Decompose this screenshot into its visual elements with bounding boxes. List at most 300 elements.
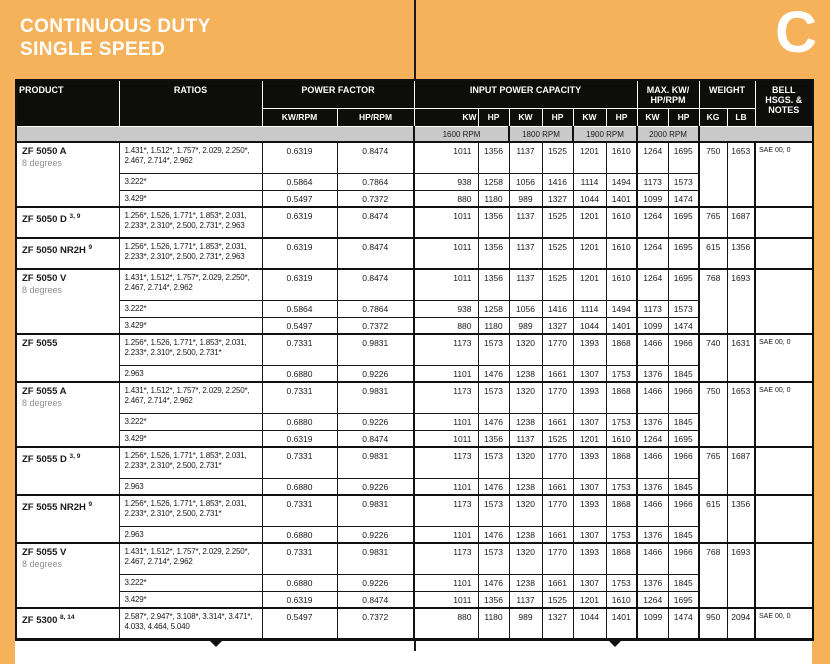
capacity-cell: 1466 bbox=[637, 447, 668, 478]
kw-rpm-cell: 0.7331 bbox=[262, 334, 337, 365]
table-row bbox=[16, 365, 813, 382]
table-row bbox=[16, 173, 813, 190]
ratios-cell: 3.429* bbox=[119, 317, 262, 334]
kw-rpm-cell: 0.6880 bbox=[262, 526, 337, 543]
capacity-cell: 1753 bbox=[606, 413, 637, 430]
capacity-cell: 938 bbox=[414, 173, 478, 190]
spec-table-area bbox=[15, 79, 812, 651]
header-power-factor: POWER FACTOR bbox=[262, 80, 414, 108]
capacity-cell: 1661 bbox=[542, 478, 573, 495]
capacity-cell: 1201 bbox=[573, 142, 606, 173]
capacity-cell: 1011 bbox=[414, 269, 478, 300]
capacity-cell: 1753 bbox=[606, 365, 637, 382]
rpm-band-row bbox=[16, 126, 813, 142]
weight-lb-cell: 1356 bbox=[727, 238, 755, 269]
capacity-cell: 1264 bbox=[637, 207, 668, 238]
ratios-cell: 3.429* bbox=[119, 591, 262, 608]
capacity-cell: 1264 bbox=[637, 269, 668, 300]
capacity-cell: 1525 bbox=[542, 142, 573, 173]
capacity-cell: 1573 bbox=[668, 300, 699, 317]
header-weight: WEIGHT bbox=[699, 80, 755, 108]
kw-rpm-cell: 0.5497 bbox=[262, 608, 337, 639]
capacity-cell: 1494 bbox=[606, 173, 637, 190]
hp-rpm-cell: 0.9226 bbox=[337, 413, 414, 430]
capacity-cell: 1099 bbox=[637, 190, 668, 207]
capacity-cell: 1610 bbox=[606, 430, 637, 447]
capacity-cell: 1476 bbox=[478, 574, 509, 591]
kw-rpm-cell: 0.6319 bbox=[262, 238, 337, 269]
capacity-cell: 1356 bbox=[478, 269, 509, 300]
notes-cell: SAE 00, 0 bbox=[755, 334, 813, 382]
capacity-cell: 1327 bbox=[542, 190, 573, 207]
capacity-cell: 1466 bbox=[637, 543, 668, 574]
table-row bbox=[16, 238, 813, 269]
product-subtitle: 8 degrees bbox=[22, 285, 63, 295]
capacity-cell: 1770 bbox=[542, 382, 573, 413]
capacity-cell: 1476 bbox=[478, 413, 509, 430]
table-row bbox=[16, 526, 813, 543]
capacity-cell: 1525 bbox=[542, 269, 573, 300]
product-name: ZF 5055 NR2H bbox=[22, 502, 86, 514]
capacity-cell: 1695 bbox=[668, 207, 699, 238]
capacity-cell: 1320 bbox=[509, 447, 542, 478]
capacity-cell: 1099 bbox=[637, 608, 668, 639]
capacity-cell: 1753 bbox=[606, 478, 637, 495]
header-hp-1600: HP bbox=[478, 108, 509, 126]
hp-rpm-cell: 0.8474 bbox=[337, 207, 414, 238]
capacity-cell: 989 bbox=[509, 317, 542, 334]
kw-rpm-cell: 0.5864 bbox=[262, 300, 337, 317]
capacity-cell: 1474 bbox=[668, 317, 699, 334]
ratios-cell: 1.256*, 1.526, 1.771*, 1.853*, 2.031, 2.233*, 2.310*, 2.500, 2.731* bbox=[119, 334, 262, 365]
capacity-cell: 1173 bbox=[414, 334, 478, 365]
capacity-cell: 1661 bbox=[542, 526, 573, 543]
product-name: ZF 5050 A bbox=[22, 146, 67, 157]
capacity-cell: 1845 bbox=[668, 526, 699, 543]
hp-rpm-cell: 0.9831 bbox=[337, 495, 414, 526]
ratios-cell: 2.963 bbox=[119, 526, 262, 543]
ratios-cell: 3.429* bbox=[119, 190, 262, 207]
capacity-cell: 1393 bbox=[573, 543, 606, 574]
hp-rpm-cell: 0.7372 bbox=[337, 608, 414, 639]
capacity-cell: 1695 bbox=[668, 430, 699, 447]
capacity-cell: 880 bbox=[414, 317, 478, 334]
capacity-cell: 1476 bbox=[478, 365, 509, 382]
kw-rpm-cell: 0.7331 bbox=[262, 495, 337, 526]
capacity-cell: 1201 bbox=[573, 269, 606, 300]
hp-rpm-cell: 0.9226 bbox=[337, 574, 414, 591]
rpm-band-1800: 1800 RPM bbox=[509, 126, 573, 142]
capacity-cell: 1264 bbox=[637, 591, 668, 608]
capacity-cell: 1307 bbox=[573, 574, 606, 591]
weight-lb-cell: 1687 bbox=[727, 207, 755, 238]
capacity-cell: 1770 bbox=[542, 334, 573, 365]
table-row bbox=[16, 608, 813, 639]
capacity-cell: 1056 bbox=[509, 173, 542, 190]
table-body bbox=[16, 142, 813, 639]
product-name: ZF 5055 bbox=[22, 338, 58, 349]
capacity-cell: 1099 bbox=[637, 317, 668, 334]
product-cell bbox=[16, 269, 119, 334]
capacity-cell: 1770 bbox=[542, 495, 573, 526]
product-name: ZF 5300 bbox=[22, 615, 58, 627]
product-cell bbox=[16, 238, 119, 269]
capacity-cell: 1238 bbox=[509, 574, 542, 591]
capacity-cell: 1101 bbox=[414, 526, 478, 543]
capacity-cell: 1238 bbox=[509, 413, 542, 430]
product-name: ZF 5055 V bbox=[22, 547, 67, 558]
capacity-cell: 880 bbox=[414, 190, 478, 207]
kw-rpm-cell: 0.6319 bbox=[262, 207, 337, 238]
capacity-cell: 1137 bbox=[509, 238, 542, 269]
page-banner bbox=[0, 0, 830, 79]
capacity-cell: 1376 bbox=[637, 526, 668, 543]
capacity-cell: 1868 bbox=[606, 495, 637, 526]
capacity-cell: 1201 bbox=[573, 430, 606, 447]
capacity-cell: 1307 bbox=[573, 413, 606, 430]
capacity-cell: 1476 bbox=[478, 526, 509, 543]
capacity-cell: 1101 bbox=[414, 478, 478, 495]
capacity-cell: 1320 bbox=[509, 495, 542, 526]
hp-rpm-cell: 0.8474 bbox=[337, 142, 414, 173]
weight-lb-cell: 1693 bbox=[727, 543, 755, 608]
capacity-cell: 1356 bbox=[478, 238, 509, 269]
weight-kg-cell: 765 bbox=[699, 447, 727, 495]
capacity-cell: 1610 bbox=[606, 142, 637, 173]
notes-cell: SAE 00, 0 bbox=[755, 608, 813, 639]
hp-rpm-cell: 0.7864 bbox=[337, 173, 414, 190]
product-superscript: 3, 9 bbox=[69, 213, 81, 220]
rpm-band-1900: 1900 RPM bbox=[573, 126, 637, 142]
kw-rpm-cell: 0.7331 bbox=[262, 543, 337, 574]
ratios-cell: 2.963 bbox=[119, 365, 262, 382]
capacity-cell: 1845 bbox=[668, 478, 699, 495]
capacity-cell: 1307 bbox=[573, 526, 606, 543]
capacity-cell: 1356 bbox=[478, 591, 509, 608]
product-subtitle: 8 degrees bbox=[22, 158, 63, 168]
kw-rpm-cell: 0.7331 bbox=[262, 382, 337, 413]
capacity-cell: 1173 bbox=[414, 543, 478, 574]
header-kw-1800: KW bbox=[509, 108, 542, 126]
rpm-band-1600: 1600 RPM bbox=[414, 126, 509, 142]
capacity-cell: 1180 bbox=[478, 190, 509, 207]
header-kw-1600: KW bbox=[414, 108, 478, 126]
capacity-cell: 1201 bbox=[573, 238, 606, 269]
capacity-cell: 1610 bbox=[606, 269, 637, 300]
capacity-cell: 1525 bbox=[542, 207, 573, 238]
capacity-cell: 1868 bbox=[606, 543, 637, 574]
capacity-cell: 1393 bbox=[573, 447, 606, 478]
product-name: ZF 5055 D bbox=[22, 454, 67, 466]
capacity-cell: 1307 bbox=[573, 478, 606, 495]
capacity-cell: 1573 bbox=[478, 334, 509, 365]
capacity-cell: 1137 bbox=[509, 591, 542, 608]
capacity-cell: 1376 bbox=[637, 478, 668, 495]
header-kw-max: KW bbox=[637, 108, 668, 126]
capacity-cell: 1044 bbox=[573, 608, 606, 639]
capacity-cell: 1695 bbox=[668, 269, 699, 300]
capacity-cell: 1114 bbox=[573, 173, 606, 190]
weight-lb-cell: 1693 bbox=[727, 269, 755, 334]
table-row bbox=[16, 334, 813, 365]
table-row bbox=[16, 478, 813, 495]
product-superscript: 9 bbox=[88, 244, 93, 251]
table-row bbox=[16, 413, 813, 430]
rpm-band-blank-right bbox=[699, 126, 813, 142]
product-cell bbox=[16, 142, 119, 207]
capacity-cell: 1327 bbox=[542, 317, 573, 334]
capacity-cell: 1661 bbox=[542, 365, 573, 382]
left-margin-strip bbox=[0, 79, 15, 664]
product-cell bbox=[16, 334, 119, 382]
capacity-cell: 1610 bbox=[606, 591, 637, 608]
weight-lb-cell: 1653 bbox=[727, 382, 755, 447]
capacity-cell: 1173 bbox=[414, 447, 478, 478]
header-max-kw-hp-rpm: MAX. KW/ HP/RPM bbox=[637, 80, 699, 108]
capacity-cell: 1466 bbox=[637, 382, 668, 413]
header-hp-rpm: HP/RPM bbox=[337, 108, 414, 126]
ratios-cell: 1.431*, 1.512*, 1.757*, 2.029, 2.250*, 2.467, 2.714*, 2.962 bbox=[119, 382, 262, 413]
weight-kg-cell: 615 bbox=[699, 495, 727, 543]
hp-rpm-cell: 0.8474 bbox=[337, 430, 414, 447]
capacity-cell: 1868 bbox=[606, 382, 637, 413]
hp-rpm-cell: 0.9831 bbox=[337, 543, 414, 574]
table-row bbox=[16, 190, 813, 207]
notes-cell bbox=[755, 543, 813, 608]
capacity-cell: 1845 bbox=[668, 365, 699, 382]
table-header bbox=[16, 80, 813, 142]
ratios-cell: 1.256*, 1.526, 1.771*, 1.853*, 2.031, 2.233*, 2.310*, 2.500, 2.731*, 2.963 bbox=[119, 238, 262, 269]
capacity-cell: 1393 bbox=[573, 495, 606, 526]
header-product: PRODUCT bbox=[16, 80, 119, 126]
weight-lb-cell: 1631 bbox=[727, 334, 755, 382]
product-superscript: 8, 14 bbox=[60, 614, 75, 621]
weight-kg-cell: 740 bbox=[699, 334, 727, 382]
kw-rpm-cell: 0.6319 bbox=[262, 142, 337, 173]
capacity-cell: 1753 bbox=[606, 526, 637, 543]
capacity-cell: 1476 bbox=[478, 478, 509, 495]
kw-rpm-cell: 0.5497 bbox=[262, 317, 337, 334]
capacity-cell: 1494 bbox=[606, 300, 637, 317]
product-subtitle: 8 degrees bbox=[22, 398, 63, 408]
table-row bbox=[16, 207, 813, 238]
ratios-cell: 2.963 bbox=[119, 478, 262, 495]
table-footer bbox=[15, 641, 812, 651]
header-bell-hsgs-notes: BELL HSGS. & NOTES bbox=[755, 80, 813, 126]
weight-lb-cell: 2094 bbox=[727, 608, 755, 639]
capacity-cell: 1868 bbox=[606, 447, 637, 478]
capacity-cell: 1376 bbox=[637, 365, 668, 382]
table-row bbox=[16, 543, 813, 574]
capacity-cell: 1610 bbox=[606, 207, 637, 238]
capacity-cell: 1695 bbox=[668, 142, 699, 173]
weight-lb-cell: 1653 bbox=[727, 142, 755, 207]
capacity-cell: 1101 bbox=[414, 413, 478, 430]
continuation-down-triangle-icon bbox=[210, 641, 222, 647]
ratios-cell: 3.222* bbox=[119, 173, 262, 190]
page-title-line1: CONTINUOUS DUTY bbox=[20, 16, 211, 37]
capacity-cell: 1201 bbox=[573, 207, 606, 238]
capacity-cell: 1474 bbox=[668, 608, 699, 639]
header-kw-rpm: KW/RPM bbox=[262, 108, 337, 126]
table-row bbox=[16, 495, 813, 526]
kw-rpm-cell: 0.6880 bbox=[262, 478, 337, 495]
header-hp-1900: HP bbox=[606, 108, 637, 126]
hp-rpm-cell: 0.7372 bbox=[337, 317, 414, 334]
header-input-power-capacity: INPUT POWER CAPACITY bbox=[414, 80, 637, 108]
capacity-cell: 1393 bbox=[573, 334, 606, 365]
ratios-cell: 2.587*, 2.947*, 3.108*, 3.314*, 3.471*, 4.033, 4.464, 5.040 bbox=[119, 608, 262, 639]
capacity-cell: 1011 bbox=[414, 207, 478, 238]
hp-rpm-cell: 0.9831 bbox=[337, 447, 414, 478]
capacity-cell: 1573 bbox=[478, 382, 509, 413]
kw-rpm-cell: 0.6319 bbox=[262, 430, 337, 447]
capacity-cell: 1966 bbox=[668, 334, 699, 365]
capacity-cell: 1525 bbox=[542, 591, 573, 608]
capacity-cell: 1376 bbox=[637, 413, 668, 430]
capacity-cell: 1966 bbox=[668, 382, 699, 413]
ratios-cell: 3.429* bbox=[119, 430, 262, 447]
capacity-cell: 1173 bbox=[414, 495, 478, 526]
capacity-cell: 938 bbox=[414, 300, 478, 317]
product-cell bbox=[16, 543, 119, 608]
capacity-cell: 1238 bbox=[509, 365, 542, 382]
capacity-cell: 989 bbox=[509, 608, 542, 639]
ratios-cell: 3.222* bbox=[119, 300, 262, 317]
right-margin-strip bbox=[812, 79, 830, 664]
capacity-cell: 1770 bbox=[542, 543, 573, 574]
product-name: ZF 5050 D bbox=[22, 214, 67, 226]
ratios-cell: 1.256*, 1.526, 1.771*, 1.853*, 2.031, 2.233*, 2.310*, 2.500, 2.731* bbox=[119, 447, 262, 478]
product-cell bbox=[16, 207, 119, 238]
product-cell bbox=[16, 447, 119, 495]
capacity-cell: 1661 bbox=[542, 413, 573, 430]
hp-rpm-cell: 0.7372 bbox=[337, 190, 414, 207]
kw-rpm-cell: 0.6880 bbox=[262, 365, 337, 382]
product-superscript: 9 bbox=[88, 501, 93, 508]
capacity-cell: 1307 bbox=[573, 365, 606, 382]
capacity-cell: 1180 bbox=[478, 317, 509, 334]
capacity-cell: 1101 bbox=[414, 574, 478, 591]
capacity-cell: 1356 bbox=[478, 142, 509, 173]
capacity-cell: 1011 bbox=[414, 238, 478, 269]
capacity-cell: 1695 bbox=[668, 238, 699, 269]
capacity-cell: 1258 bbox=[478, 300, 509, 317]
notes-cell: SAE 00, 0 bbox=[755, 142, 813, 207]
weight-kg-cell: 750 bbox=[699, 382, 727, 447]
capacity-cell: 1201 bbox=[573, 591, 606, 608]
weight-kg-cell: 765 bbox=[699, 207, 727, 238]
capacity-cell: 1845 bbox=[668, 413, 699, 430]
hp-rpm-cell: 0.9831 bbox=[337, 382, 414, 413]
kw-rpm-cell: 0.6880 bbox=[262, 413, 337, 430]
hp-rpm-cell: 0.7864 bbox=[337, 300, 414, 317]
hp-rpm-cell: 0.9831 bbox=[337, 334, 414, 365]
capacity-cell: 1770 bbox=[542, 447, 573, 478]
capacity-cell: 1327 bbox=[542, 608, 573, 639]
table-row bbox=[16, 142, 813, 173]
capacity-cell: 1573 bbox=[668, 173, 699, 190]
fold-divider-line-top bbox=[414, 0, 416, 79]
ratios-cell: 1.431*, 1.512*, 1.757*, 2.029, 2.250*, 2.467, 2.714*, 2.962 bbox=[119, 269, 262, 300]
capacity-cell: 1238 bbox=[509, 526, 542, 543]
kw-rpm-cell: 0.6319 bbox=[262, 591, 337, 608]
ratios-cell: 1.256*, 1.526, 1.771*, 1.853*, 2.031, 2.233*, 2.310*, 2.500, 2.731*, 2.963 bbox=[119, 207, 262, 238]
capacity-cell: 1356 bbox=[478, 207, 509, 238]
capacity-cell: 1356 bbox=[478, 430, 509, 447]
capacity-cell: 1011 bbox=[414, 591, 478, 608]
notes-cell: SAE 00, 0 bbox=[755, 382, 813, 447]
ratios-cell: 1.256*, 1.526, 1.771*, 1.853*, 2.031, 2.233*, 2.310*, 2.500, 2.731* bbox=[119, 495, 262, 526]
capacity-cell: 1137 bbox=[509, 207, 542, 238]
capacity-cell: 1056 bbox=[509, 300, 542, 317]
hp-rpm-cell: 0.8474 bbox=[337, 238, 414, 269]
fold-divider-line-bottom bbox=[414, 641, 416, 651]
hp-rpm-cell: 0.9226 bbox=[337, 526, 414, 543]
capacity-cell: 1966 bbox=[668, 543, 699, 574]
page-title bbox=[20, 15, 211, 61]
capacity-cell: 1320 bbox=[509, 334, 542, 365]
capacity-cell: 989 bbox=[509, 190, 542, 207]
capacity-cell: 1137 bbox=[509, 142, 542, 173]
product-subtitle: 8 degrees bbox=[22, 559, 63, 569]
capacity-cell: 1320 bbox=[509, 543, 542, 574]
capacity-cell: 1753 bbox=[606, 574, 637, 591]
capacity-cell: 1258 bbox=[478, 173, 509, 190]
capacity-cell: 1695 bbox=[668, 591, 699, 608]
capacity-cell: 1114 bbox=[573, 300, 606, 317]
section-letter: C bbox=[775, 0, 817, 65]
capacity-cell: 1466 bbox=[637, 334, 668, 365]
capacity-cell: 1180 bbox=[478, 608, 509, 639]
product-name: ZF 5050 V bbox=[22, 273, 67, 284]
capacity-cell: 1573 bbox=[478, 447, 509, 478]
weight-lb-cell: 1356 bbox=[727, 495, 755, 543]
capacity-cell: 1376 bbox=[637, 574, 668, 591]
capacity-cell: 1393 bbox=[573, 382, 606, 413]
hp-rpm-cell: 0.8474 bbox=[337, 269, 414, 300]
rpm-band-2000: 2000 RPM bbox=[637, 126, 699, 142]
capacity-cell: 1966 bbox=[668, 447, 699, 478]
header-row-1 bbox=[16, 80, 813, 108]
notes-cell bbox=[755, 207, 813, 238]
rpm-band-blank-left bbox=[16, 126, 414, 142]
hp-rpm-cell: 0.9226 bbox=[337, 478, 414, 495]
kw-rpm-cell: 0.5864 bbox=[262, 173, 337, 190]
capacity-cell: 1525 bbox=[542, 430, 573, 447]
capacity-cell: 1238 bbox=[509, 478, 542, 495]
capacity-cell: 1264 bbox=[637, 430, 668, 447]
header-hp-1800: HP bbox=[542, 108, 573, 126]
notes-cell bbox=[755, 447, 813, 495]
capacity-cell: 1173 bbox=[637, 173, 668, 190]
capacity-cell: 1661 bbox=[542, 574, 573, 591]
table-row bbox=[16, 269, 813, 300]
capacity-cell: 1868 bbox=[606, 334, 637, 365]
capacity-cell: 1845 bbox=[668, 574, 699, 591]
capacity-cell: 1137 bbox=[509, 430, 542, 447]
weight-lb-cell: 1687 bbox=[727, 447, 755, 495]
table-row bbox=[16, 300, 813, 317]
capacity-cell: 1173 bbox=[637, 300, 668, 317]
header-hp-max: HP bbox=[668, 108, 699, 126]
ratios-cell: 1.431*, 1.512*, 1.757*, 2.029, 2.250*, 2.467, 2.714*, 2.962 bbox=[119, 543, 262, 574]
table-row bbox=[16, 430, 813, 447]
notes-cell bbox=[755, 269, 813, 334]
header-kg: KG bbox=[699, 108, 727, 126]
weight-kg-cell: 750 bbox=[699, 142, 727, 207]
capacity-cell: 1011 bbox=[414, 142, 478, 173]
